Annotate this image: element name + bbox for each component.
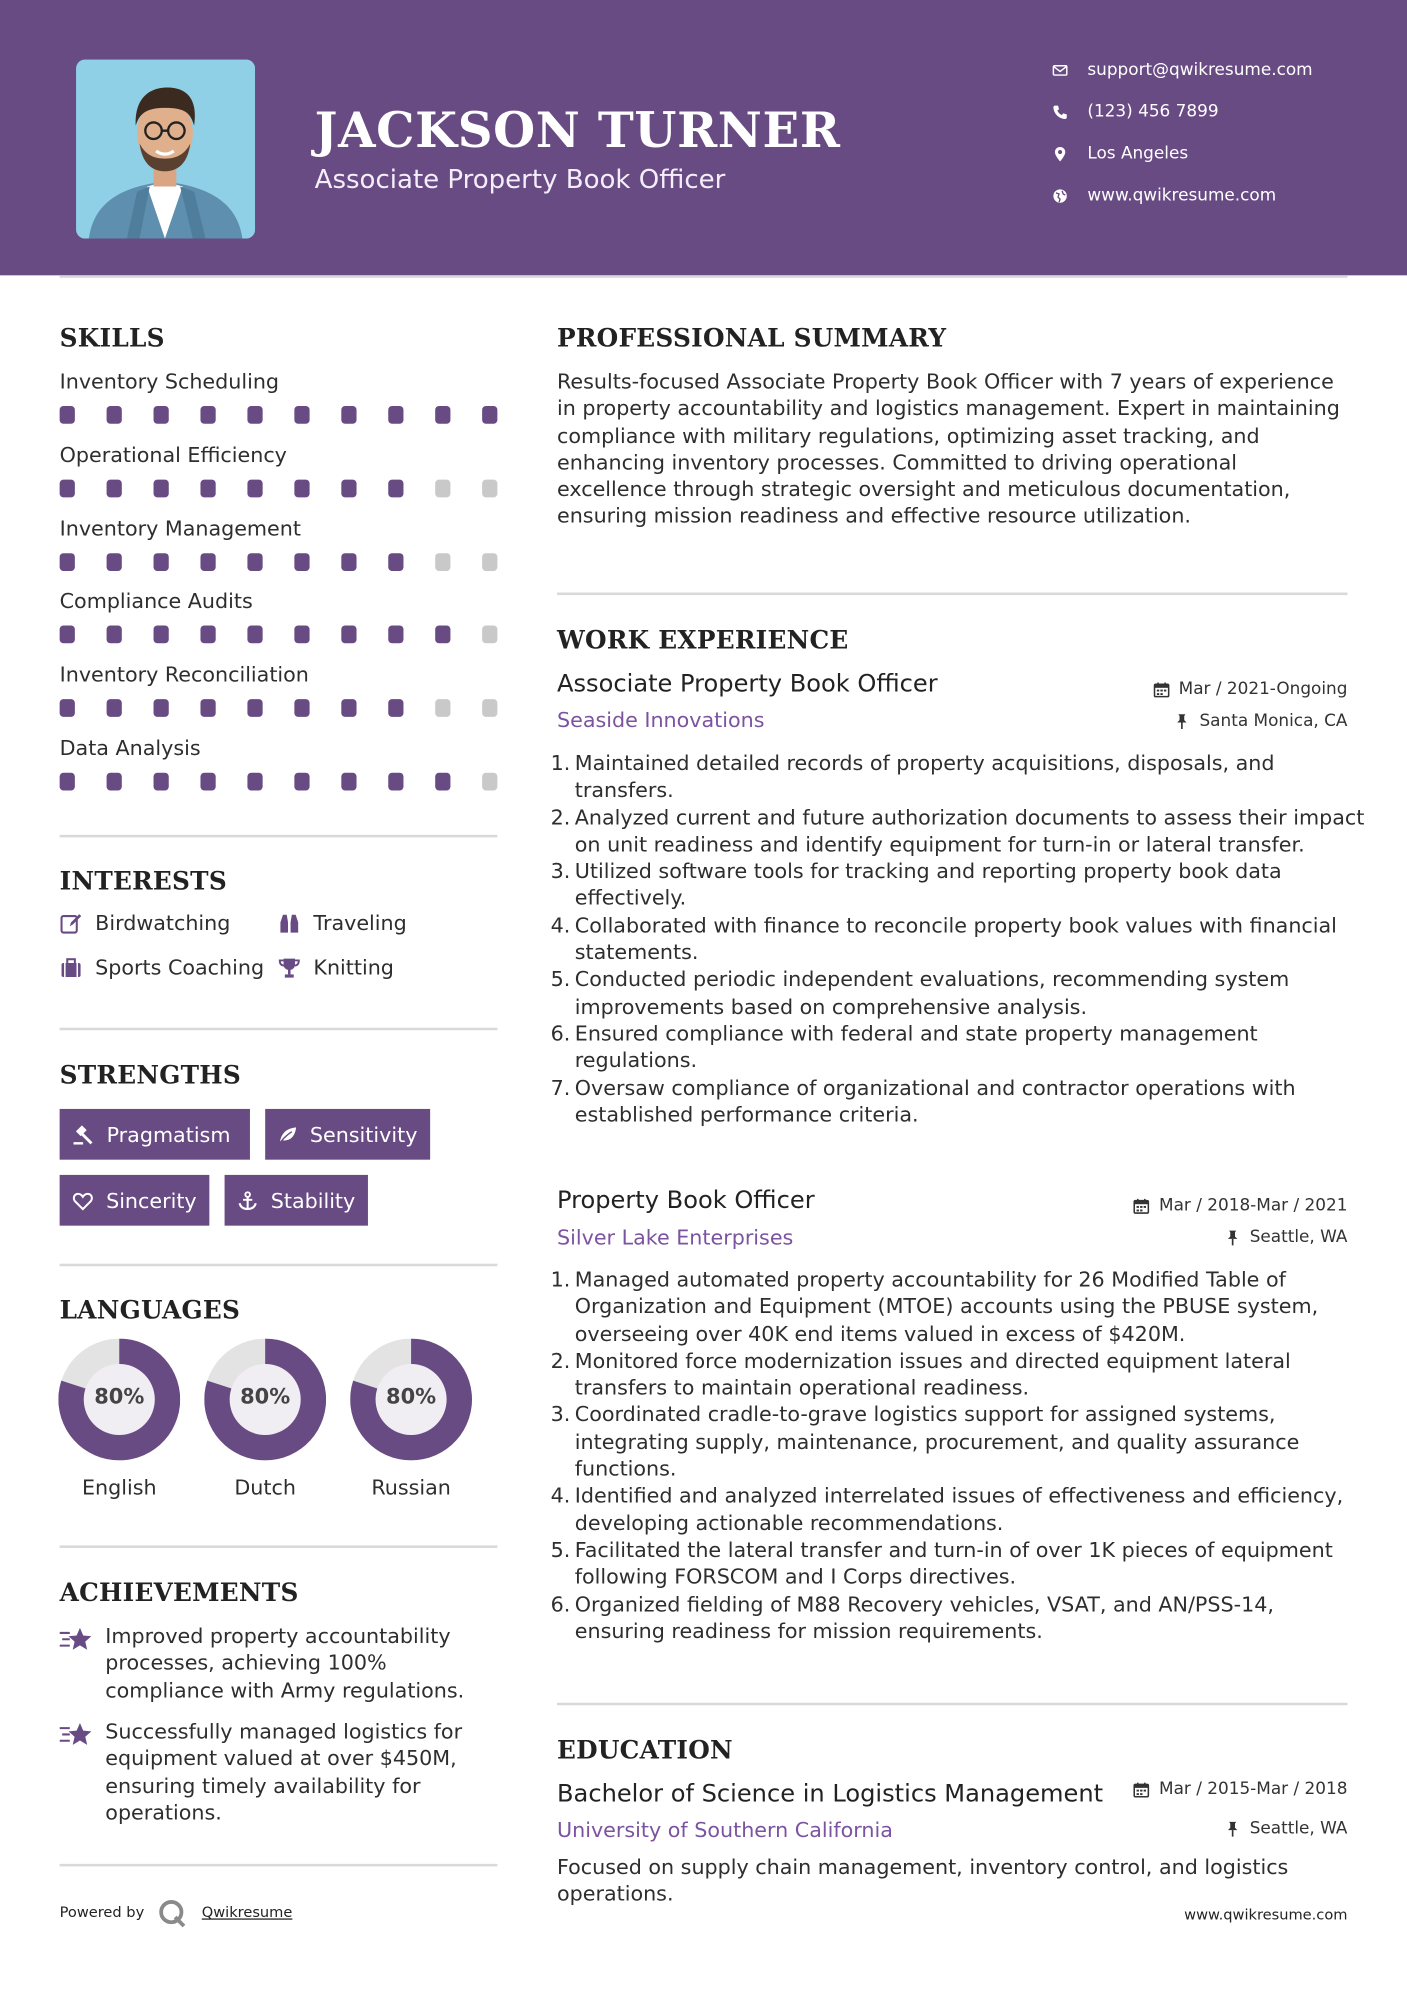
responsibility-item: 1. Maintained detailed records of property acquisitions, disposals, and transfers. [575, 750, 1369, 804]
contact-website[interactable] [1051, 184, 1277, 207]
skill-rating [60, 626, 498, 644]
degree-title: Bachelor of Science in Logistics Management [557, 1780, 1104, 1809]
header-banner [0, 0, 1407, 275]
interest-label: Traveling [313, 910, 407, 936]
qwikresume-logo-icon [157, 1898, 187, 1928]
language-percent: 80% [94, 1384, 145, 1409]
skill-dot-filled [294, 773, 309, 791]
education-description: Focused on supply chain management, inventory control, and logistics operations. [557, 1854, 1289, 1907]
responsibility-item: 6. Ensured compliance with federal and state property management regulations. [575, 1020, 1369, 1074]
skill-dot-filled [341, 406, 356, 424]
strength-badge [265, 1109, 430, 1160]
job-location [1224, 1228, 1347, 1247]
skill-dot-filled [154, 480, 169, 498]
education-dates-text: Mar / 2015-Mar / 2018 [1159, 1780, 1348, 1800]
candidate-name: JACKSON TURNER [314, 101, 841, 159]
skill-dot-filled [107, 773, 122, 791]
envelope-icon [1051, 61, 1069, 79]
achievements-heading: ACHIEVEMENTS [59, 1578, 299, 1608]
skill-dot-filled [341, 553, 356, 571]
contact-email[interactable] [1051, 58, 1313, 81]
interest-label: Knitting [313, 955, 394, 980]
skill-dot-filled [107, 406, 122, 424]
responsibility-list [557, 750, 1369, 1128]
skill-dot-filled [200, 773, 215, 791]
strength-label: Stability [270, 1188, 356, 1213]
section-divider [60, 1545, 498, 1548]
skill-dot-filled [435, 773, 450, 791]
footer-url[interactable]: www.qwikresume.com [1184, 1905, 1348, 1924]
skill-dot-filled [60, 480, 75, 498]
job-dates-text: Mar / 2018-Mar / 2021 [1159, 1196, 1348, 1216]
globe-icon [1051, 187, 1069, 205]
language-percent: 80% [386, 1384, 437, 1409]
strength-label: Sensitivity [309, 1122, 418, 1147]
section-divider [60, 835, 498, 838]
section-divider [557, 1703, 1347, 1706]
skill-dot-filled [200, 699, 215, 717]
briefcase-icon [60, 956, 83, 979]
header-divider [60, 275, 1348, 278]
skill-dot-filled [200, 480, 215, 498]
skill-dot-filled [435, 406, 450, 424]
skill-dot-filled [154, 406, 169, 424]
education-location [1224, 1819, 1347, 1838]
strength-badge [60, 1109, 250, 1160]
skill-dot-empty [435, 553, 450, 571]
calendar-icon [1153, 681, 1169, 697]
summary-text: Results-focused Associate Property Book Officer with 7 years of experience in property accountability and logistics management. Expert in maintaining compliance with military regulations, optimizing asset tracking, and enhancing inventory processes. Committed to driving operational excellence through strategic oversight and meticulous documentation, ensuring mission readiness and effective resource utilization. [557, 369, 1340, 529]
skills-heading: SKILLS [59, 323, 165, 353]
interest-item [278, 955, 394, 979]
skill-dot-filled [107, 699, 122, 717]
education-location-text: Seattle, WA [1249, 1819, 1348, 1839]
skill-dot-filled [388, 480, 403, 498]
skill-dot-filled [200, 626, 215, 644]
achievement-text: Improved property accountability processes, achieving 100% compliance with Army regulations. [105, 1624, 465, 1703]
contact-email-text: support@qwikresume.com [1087, 60, 1313, 80]
calendar-icon [1134, 1198, 1150, 1214]
calendar-icon [1134, 1781, 1150, 1797]
strength-label: Sincerity [106, 1188, 197, 1213]
skill-dot-filled [341, 626, 356, 644]
anchor-icon [237, 1190, 258, 1212]
pushpin-icon [1174, 713, 1190, 729]
education-heading: EDUCATION [557, 1735, 733, 1765]
skill-rating [60, 553, 498, 571]
edit-icon [60, 912, 83, 935]
strengths-heading: STRENGTHS [59, 1060, 242, 1090]
contact-phone-text: (123) 456 7899 [1087, 102, 1219, 122]
candidate-title: Associate Property Book Officer [314, 163, 726, 195]
strength-badge [60, 1175, 210, 1226]
pushpin-icon [1224, 1229, 1240, 1245]
company-name: Silver Lake Enterprises [557, 1225, 794, 1250]
job-location [1174, 712, 1347, 731]
skill-dot-filled [107, 480, 122, 498]
skill-dot-filled [154, 626, 169, 644]
phone-icon [1051, 103, 1069, 121]
leaf-icon [278, 1124, 297, 1146]
skill-dot-filled [294, 480, 309, 498]
skill-dot-filled [107, 626, 122, 644]
skill-dot-empty [435, 699, 450, 717]
heart-icon [72, 1190, 93, 1212]
skill-dot-filled [60, 406, 75, 424]
interest-label: Sports Coaching [95, 955, 265, 980]
interest-item [60, 955, 264, 979]
language-ring [58, 1339, 180, 1461]
skill-dot-filled [294, 626, 309, 644]
job-location-text: Santa Monica, CA [1199, 711, 1348, 731]
skill-name: Inventory Reconciliation [59, 662, 309, 687]
skill-dot-filled [247, 553, 262, 571]
skill-dot-filled [60, 626, 75, 644]
skill-dot-filled [341, 699, 356, 717]
skill-name: Inventory Management [59, 516, 301, 541]
job-title: Property Book Officer [557, 1186, 815, 1215]
skill-dot-empty [435, 480, 450, 498]
skill-dot-filled [60, 699, 75, 717]
skill-dot-filled [200, 406, 215, 424]
education-dates [1134, 1780, 1348, 1799]
responsibility-item: 6. Organized fielding of M88 Recovery vehicles, VSAT, and AN/PSS-14, ensuring readiness for mission requirements. [575, 1591, 1369, 1645]
interest-item [278, 911, 407, 935]
responsibility-item: 1. Managed automated property accountability for 26 Modified Table of Organization and Equipment (MTOE) accounts using the PBUSE system, overseeing over 40K end items valued in excess of $420M. [575, 1266, 1369, 1347]
skill-dot-filled [247, 773, 262, 791]
skill-rating [60, 773, 498, 791]
interest-label: Birdwatching [95, 910, 231, 936]
skill-dot-filled [294, 406, 309, 424]
skill-dot-filled [388, 406, 403, 424]
star-achievement-icon [60, 1625, 93, 1653]
skill-dot-filled [388, 553, 403, 571]
skill-dot-filled [154, 699, 169, 717]
language-name: Russian [371, 1475, 451, 1500]
gavel-icon [72, 1124, 94, 1146]
skill-dot-filled [294, 553, 309, 571]
map-pin-icon [1051, 145, 1069, 163]
language-ring [204, 1339, 326, 1461]
skill-dot-filled [247, 699, 262, 717]
skill-rating [60, 699, 498, 717]
trophy-icon [278, 956, 301, 979]
language-percent: 80% [240, 1384, 291, 1409]
powered-by-label: Powered by [59, 1903, 145, 1921]
skill-dot-filled [60, 553, 75, 571]
skill-dot-filled [154, 773, 169, 791]
skill-dot-empty [482, 699, 497, 717]
job-location-text: Seattle, WA [1249, 1228, 1348, 1248]
skill-rating [60, 480, 498, 498]
section-divider [60, 1264, 498, 1267]
contact-location-text: Los Angeles [1087, 144, 1189, 164]
responsibility-item: 4. Identified and analyzed interrelated issues of effectiveness and efficiency, developing actionable recommendations. [575, 1482, 1369, 1536]
skill-rating [60, 406, 498, 424]
achievement-text: Successfully managed logistics for equipment valued at over $450M, ensuring timely availability for operations. [105, 1719, 463, 1825]
language-ring [350, 1339, 472, 1461]
skill-dot-filled [247, 406, 262, 424]
strength-badge [225, 1175, 368, 1226]
skill-dot-filled [154, 553, 169, 571]
responsibility-item: 3. Coordinated cradle-to-grave logistics support for assigned systems, integrating supply, maintenance, procurement, and quality assurance functions. [575, 1401, 1369, 1482]
pushpin-icon [1224, 1821, 1240, 1837]
interest-item [60, 911, 231, 935]
skill-dot-filled [107, 553, 122, 571]
skill-dot-empty [482, 626, 497, 644]
responsibility-item: 3. Utilized software tools for tracking and reporting property book data effectively. [575, 858, 1369, 912]
contact-location [1051, 142, 1189, 165]
contact-phone[interactable] [1051, 100, 1219, 123]
skill-dot-filled [482, 406, 497, 424]
skill-dot-filled [294, 699, 309, 717]
skill-dot-filled [341, 773, 356, 791]
skill-name: Compliance Audits [59, 588, 253, 613]
summary-heading: PROFESSIONAL SUMMARY [557, 323, 947, 353]
skill-name: Data Analysis [59, 735, 201, 761]
skill-dot-filled [388, 699, 403, 717]
skill-dot-filled [435, 626, 450, 644]
star-achievement-icon [60, 1720, 93, 1748]
responsibility-list [557, 1266, 1369, 1644]
skill-name: Inventory Scheduling [59, 369, 280, 394]
responsibility-item: 5. Facilitated the lateral transfer and turn-in of over 1K pieces of equipment following FORSCOM and I Corps directives. [575, 1536, 1369, 1590]
skill-dot-filled [247, 626, 262, 644]
experience-heading: WORK EXPERIENCE [557, 625, 849, 655]
responsibility-item: 2. Monitored force modernization issues and directed equipment lateral transfers to maintain operational readiness. [575, 1347, 1369, 1401]
school-name: University of Southern California [557, 1818, 893, 1843]
contact-website-text: www.qwikresume.com [1087, 185, 1277, 205]
skill-name: Operational Efficiency [59, 442, 287, 467]
skill-dot-filled [388, 626, 403, 644]
languages-heading: LANGUAGES [59, 1295, 241, 1325]
interests-heading: INTERESTS [59, 866, 227, 896]
skill-dot-filled [247, 480, 262, 498]
language-name: English [81, 1475, 157, 1500]
skill-dot-empty [482, 480, 497, 498]
skill-dot-empty [482, 773, 497, 791]
strength-label: Pragmatism [106, 1122, 231, 1147]
profile-photo [76, 60, 255, 239]
skill-dot-empty [482, 553, 497, 571]
skill-dot-filled [60, 773, 75, 791]
job-dates [1153, 680, 1347, 699]
responsibility-item: 4. Collaborated with finance to reconcile property book values with financial statements. [575, 912, 1369, 966]
skill-dot-filled [200, 553, 215, 571]
section-divider [557, 593, 1347, 596]
qwikresume-link[interactable]: Qwikresume [201, 1903, 293, 1921]
binoculars-icon [278, 912, 301, 935]
responsibility-item: 2. Analyzed current and future authorization documents to assess their impact on unit readiness and identify equipment for turn-in or lateral transfer. [575, 804, 1369, 858]
responsibility-item: 7. Oversaw compliance of organizational and contractor operations with established performance criteria. [575, 1074, 1369, 1128]
job-dates [1134, 1196, 1348, 1215]
skill-dot-filled [341, 480, 356, 498]
section-divider [60, 1028, 498, 1031]
responsibility-item: 5. Conducted periodic independent evaluations, recommending system improvements based on comprehensive analysis. [575, 966, 1369, 1020]
skill-dot-filled [388, 773, 403, 791]
job-dates-text: Mar / 2021-Ongoing [1178, 680, 1348, 700]
language-name: Dutch [234, 1475, 296, 1500]
company-name: Seaside Innovations [557, 707, 765, 733]
job-title: Associate Property Book Officer [557, 669, 938, 698]
section-divider [60, 1864, 498, 1867]
